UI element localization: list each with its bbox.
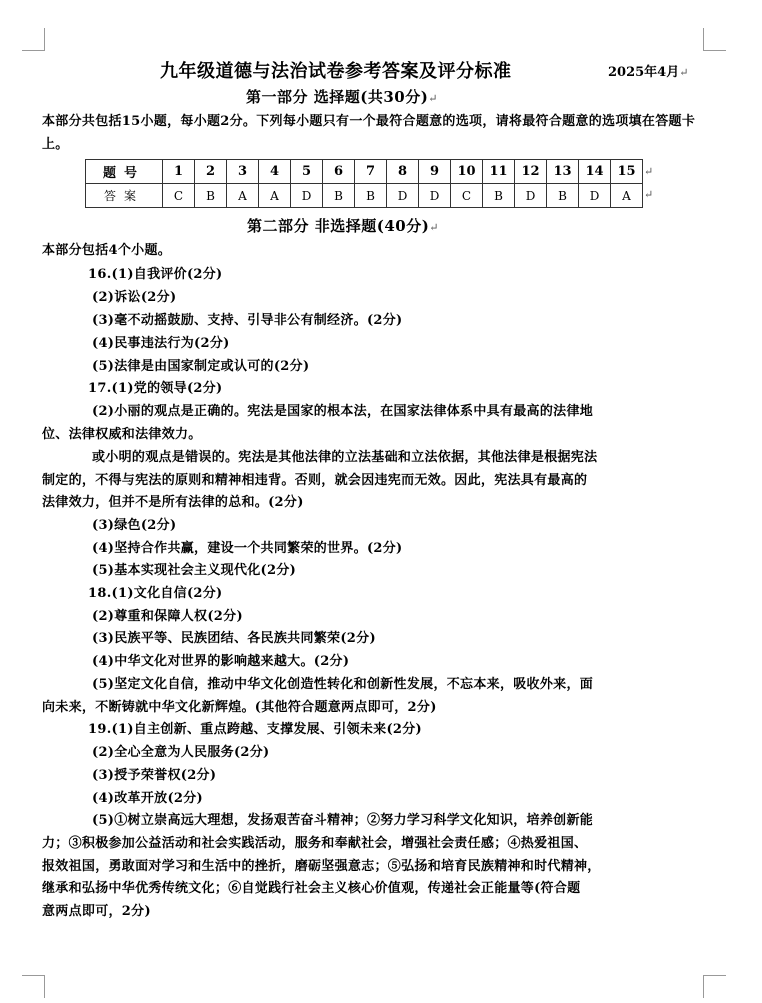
crop-mark-bottom-right — [703, 975, 726, 998]
answer-line: (2)小丽的观点是正确的。宪法是国家的根本法，在国家法律体系中具有最高的法律地 — [92, 404, 594, 419]
answer-line: 继承和弘扬中华优秀传统文化；⑥自觉践行社会主义核心价值观，传递社会正能量等(符合题 — [42, 881, 581, 896]
answer-line: (2)诉讼(2分) — [92, 290, 177, 305]
paragraph-mark-icon: ↵ — [429, 221, 440, 234]
answer-cell: A — [611, 184, 643, 208]
question-number: 1 — [163, 160, 195, 184]
answer-line: 力；③积极参加公益活动和社会实践活动，服务和奉献社会，增强社会责任感；④热爱祖国、 — [42, 836, 588, 851]
answer-line: 19.(1)自主创新、重点跨越、支撑发展、引领未来(2分) — [88, 722, 423, 737]
answer-line: (3)民族平等、民族团结、各民族共同繁荣(2分) — [92, 631, 376, 646]
answer-line: (5)基本实现社会主义现代化(2分) — [92, 563, 297, 578]
question-number: 10 — [451, 160, 483, 184]
answer-line: 法律效力，但并不是所有法律的总和。(2分) — [42, 495, 304, 510]
answer-line: (3)绿色(2分) — [92, 518, 177, 533]
question-number: 13 — [547, 160, 579, 184]
part1-heading: 第一部分 选择题(共30分)↵ — [246, 88, 439, 106]
question-number: 4 — [259, 160, 291, 184]
answer-cell: C — [451, 184, 483, 208]
answer-cell: B — [195, 184, 227, 208]
answer-cell: B — [355, 184, 387, 208]
answer-line: (2)全心全意为人民服务(2分) — [92, 745, 270, 760]
answer-line: (4)中华文化对世界的影响越来越大。(2分) — [92, 654, 350, 669]
answer-line: 向未来，不断铸就中华文化新辉煌。(其他符合题意两点即可，2分) — [42, 700, 437, 715]
answer-line: 意两点即可，2分) — [42, 904, 151, 919]
document-date: 2025年4月↵ — [608, 65, 689, 80]
answer-cell: D — [419, 184, 451, 208]
answer-cell: B — [547, 184, 579, 208]
answer-cell: D — [515, 184, 547, 208]
answer-cell: C — [163, 184, 195, 208]
question-number: 12 — [515, 160, 547, 184]
part2-intro: 本部分包括4个小题。 — [42, 243, 172, 258]
answer-cell: D — [387, 184, 419, 208]
table-end-mark-icon: ↵ ↵ — [644, 165, 654, 201]
answer-cell: D — [291, 184, 323, 208]
answer-table-row-label: 答案 — [86, 184, 163, 208]
question-number: 14 — [579, 160, 611, 184]
answer-line: (4)改革开放(2分) — [92, 791, 203, 806]
question-number: 6 — [323, 160, 355, 184]
question-number: 3 — [227, 160, 259, 184]
part2-heading: 第二部分 非选择题(40分)↵ — [247, 217, 440, 235]
crop-mark-top-right — [703, 28, 726, 51]
answer-cell: D — [579, 184, 611, 208]
answer-line: 18.(1)文化自信(2分) — [88, 586, 223, 601]
part1-intro: 本部分共包括15小题，每小题2分。下列每小题只有一个最符合题意的选项，请将最符合题意的选项填在答题卡上。 — [42, 114, 696, 152]
answer-line: (5)①树立崇高远大理想，发扬艰苦奋斗精神；②努力学习科学文化知识，培养创新能 — [92, 813, 594, 828]
answer-line: 17.(1)党的领导(2分) — [88, 381, 223, 396]
answer-line: 位、法律权威和法律效力。 — [42, 427, 202, 442]
answer-line: 报效祖国，勇敢面对学习和生活中的挫折，磨砺坚强意志；⑤弘扬和培育民族精神和时代精神， — [42, 859, 601, 874]
answer-line: (3)授予荣誉权(2分) — [92, 768, 217, 783]
answer-line: (2)尊重和保障人权(2分) — [92, 609, 243, 624]
question-number: 15 — [611, 160, 643, 184]
answer-line: 制定的，不得与宪法的原则和精神相违背。否则，就会因违宪而无效。因此，宪法具有最高的 — [42, 473, 588, 488]
question-number: 2 — [195, 160, 227, 184]
answer-cell: A — [227, 184, 259, 208]
crop-mark-bottom-left — [22, 975, 45, 998]
crop-mark-top-left — [22, 28, 45, 51]
answer-table-answer-row — [86, 184, 643, 208]
answer-line: (4)坚持合作共赢，建设一个共同繁荣的世界。(2分) — [92, 541, 403, 556]
answer-table-number-row — [86, 160, 643, 184]
answer-cell: B — [483, 184, 515, 208]
answer-line: 16.(1)自我评价(2分) — [88, 267, 223, 282]
answer-cell: B — [323, 184, 355, 208]
answer-table-row-label: 题号 — [86, 160, 163, 184]
answer-line: (5)法律是由国家制定或认可的(2分) — [92, 359, 310, 374]
answer-line: (3)毫不动摇鼓励、支持、引导非公有制经济。(2分) — [92, 313, 403, 328]
answer-line: 或小明的观点是错误的。宪法是其他法律的立法基础和立法依据，其他法律是根据宪法 — [92, 450, 598, 465]
answer-line: (4)民事违法行为(2分) — [92, 336, 230, 351]
question-number: 5 — [291, 160, 323, 184]
question-number: 11 — [483, 160, 515, 184]
answer-line: (5)坚定文化自信，推动中华文化创造性转化和创新性发展，不忘本来，吸收外来，面 — [92, 677, 594, 692]
question-number: 7 — [355, 160, 387, 184]
answer-table — [85, 159, 643, 208]
document-title: 九年级道德与法治试卷参考答案及评分标准 — [160, 61, 512, 82]
paragraph-mark-icon: ↵ — [428, 92, 439, 105]
question-number: 8 — [387, 160, 419, 184]
question-number: 9 — [419, 160, 451, 184]
answer-cell: A — [259, 184, 291, 208]
paragraph-mark-icon: ↵ — [679, 66, 689, 79]
